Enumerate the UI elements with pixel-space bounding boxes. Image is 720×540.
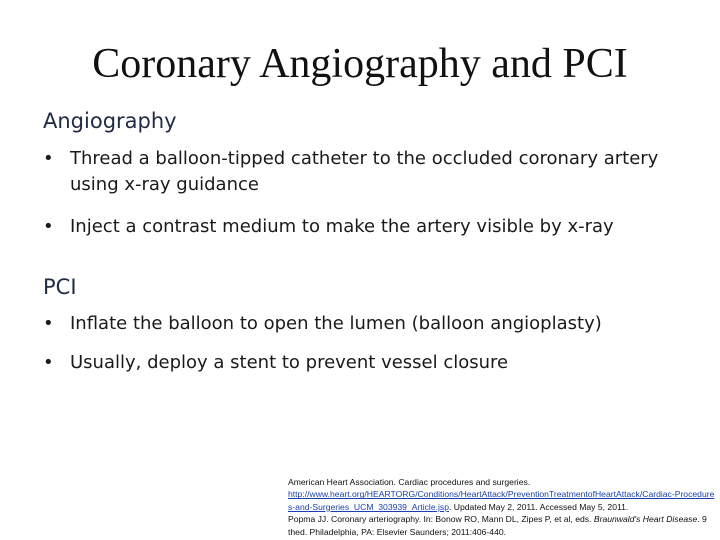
citation-book-title: Braunwald's Heart Disease: [593, 514, 698, 525]
slide-title: Coronary Angiography and PCI: [92, 41, 628, 87]
section-heading-pci: PCI: [43, 275, 77, 299]
bullet-item: [43, 146, 683, 198]
bullet-text: Usually, deploy a stent to prevent vessel closure: [70, 352, 509, 373]
bullet-icon: •: [43, 313, 54, 334]
bullet-item: [43, 350, 683, 376]
bullet-item: [43, 214, 683, 240]
reference-block: [288, 476, 718, 538]
reference-line: American Heart Association. Cardiac procedures and surgeries.: [288, 477, 531, 487]
reference-url-line: [288, 488, 718, 513]
reference-link[interactable]: http://www.heart.org/HEARTORG/Conditions/HeartAttack/PreventionTreatmentofHeartAttack/Cardiac-Procedures-and-Surgeries_UCM_303939_Article.jsp: [288, 489, 715, 512]
bullet-text: Inflate the balloon to open the lumen (balloon angioplasty): [70, 313, 602, 334]
bullet-icon: •: [43, 352, 54, 373]
reference-access-text: . Updated May 2, 2011. Accessed May 5, 2011.: [448, 501, 629, 512]
bullet-text: Thread a balloon-tipped catheter to the occluded coronary artery using x-ray guidance: [70, 148, 659, 195]
bullet-icon: •: [43, 148, 54, 169]
reference-citation: [288, 513, 718, 538]
citation-publisher: . 9 thed. Philadelphia, PA: Elsevier Saunders; 2011:406-440.: [288, 514, 707, 537]
citation-text: Popma JJ. Coronary arteriography. In: Bonow RO, Mann DL, Zipes P, et al, eds.: [288, 514, 594, 525]
bullet-item: [43, 311, 683, 337]
bullet-text: Inject a contrast medium to make the artery visible by x-ray: [70, 216, 614, 237]
section-heading-angiography: Angiography: [43, 109, 177, 133]
bullet-icon: •: [43, 216, 54, 237]
